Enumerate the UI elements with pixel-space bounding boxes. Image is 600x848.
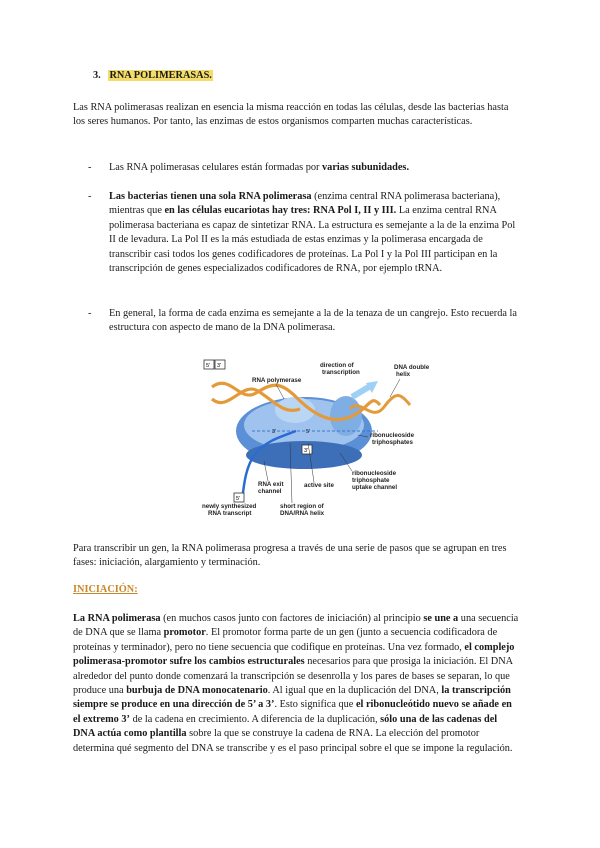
phases-paragraph: Para transcribir un gen, la RNA polimerasa progresa a través de una serie de pasos que se agrupan en tres fases: iniciación, alargamiento y terminación. <box>73 543 507 569</box>
rna-polymerase-figure <box>200 353 432 525</box>
bullet-crab-claw <box>89 307 521 336</box>
section-heading <box>93 69 541 83</box>
label-newly-1: newly synthesized <box>202 503 257 510</box>
enzyme-jaw <box>330 396 362 436</box>
initiation-paragraph: La RNA polimerasa (en muchos casos junto con factores de iniciación) al principio se une a una secuencia de DNA que se llama promotor. El promotor forma parte de un gen (junto a secuencia codificadora de proteínas y terminador), pero no tiene secuencia que codifique en proteínas. Una vez formado, el complejo polimerasa-promotor sufre los cambios estructurales necesarios para que prosiga la iniciación. El DNA alrededor del punto donde comenzará la transcripción se desenrolla y los pares de bases se separan, lo que produce una burbuja de DNA monocatenario. Al igual que en la duplicación del DNA, la transcripción siempre se produce en una dirección de 5’ a 3’. Esto significa que el ribonucleótido nuevo se añade en el extremo 3’ de la cadena en crecimiento. A diferencia de la duplicación, sólo una de las cadenas del DNA actúa como plantilla sobre la que se construye la cadena de RNA. La elección del promotor determina qué segmento del DNA se transcribe y es el paso principal sobre el que se impone la regulación. <box>73 613 519 754</box>
label-inner-5prime: 5' <box>306 429 311 435</box>
bullet-subunits <box>89 161 521 175</box>
label-short-region-1: short region of <box>280 503 324 510</box>
label-uptake-3: uptake channel <box>352 484 398 491</box>
label-exit-2: channel <box>258 488 282 495</box>
section-title: RNA POLIMERASAS. <box>109 70 212 81</box>
label-5prime: 5' <box>206 363 211 369</box>
label-active-site: active site <box>304 482 334 489</box>
label-dna-helix-2: helix <box>396 371 411 378</box>
label-newly-2: RNA transcript <box>208 510 252 517</box>
label-transcript-5prime: 5' <box>236 496 241 502</box>
bullet-bacteria-eukaryotes <box>89 190 521 276</box>
section-number: 3. <box>93 70 101 81</box>
label-direction-1: direction of <box>320 362 354 369</box>
label-uptake-1: ribonucleoside <box>352 470 397 477</box>
bullet-text: Las bacterias tienen una sola RNA polimerasa (enzima central RNA polimerasa bacteriana), mientras que en las células eucariotas hay tres: RNA Pol I, II y III. La enzima central RNA polimerasa bacteriana es capaz de sintetizar RNA. La estructura es semejante a la de la enzima Pol II de levadura. La Pol II es la más estudiada de estas enzimas y la polimerasa encargada de transcribir casi todos los genes codificadores de proteínas. La Pol I y la Pol III participan en la transcripción de genes especializados codificadores de RNA, por ejemplo tRNA. <box>109 191 516 275</box>
label-ribo-tri-1: ribonucleoside <box>370 432 415 439</box>
label-short-region-2: DNA/RNA helix <box>280 510 325 517</box>
bullet-text: Las RNA polimerasas celulares están formadas por varias subunidades. <box>109 162 410 173</box>
bullet-dash: - <box>88 308 92 319</box>
label-3prime: 3' <box>217 363 222 369</box>
bullet-dash: - <box>88 191 92 202</box>
bullet-text: En general, la forma de cada enzima es semejante a la de la tenaza de un cangrejo. Esto recuerda la estructura con aspecto de mano de la DNA polimerasa. <box>109 308 517 334</box>
label-inner-3prime: 3' <box>272 429 277 435</box>
label-rna-polymerase: RNA polymerase <box>252 377 302 384</box>
bullet-dash: - <box>88 162 92 173</box>
label-direction-2: transcription <box>322 369 360 376</box>
initiation-heading: INICIACIÓN: <box>73 584 138 595</box>
label-inner-3prime-box: 3' <box>304 448 309 454</box>
label-exit-1: RNA exit <box>258 481 284 488</box>
intro-paragraph: Las RNA polimerasas realizan en esencia la misma reacción en todas las células, desde las bacterias hasta los seres humanos. Por tanto, las enzimas de estos organismos comparten muchas características. <box>73 102 509 128</box>
label-dna-helix-1: DNA double <box>394 364 430 371</box>
label-ribo-tri-2: triphosphates <box>372 439 413 446</box>
label-uptake-2: triphosphate <box>352 477 390 484</box>
